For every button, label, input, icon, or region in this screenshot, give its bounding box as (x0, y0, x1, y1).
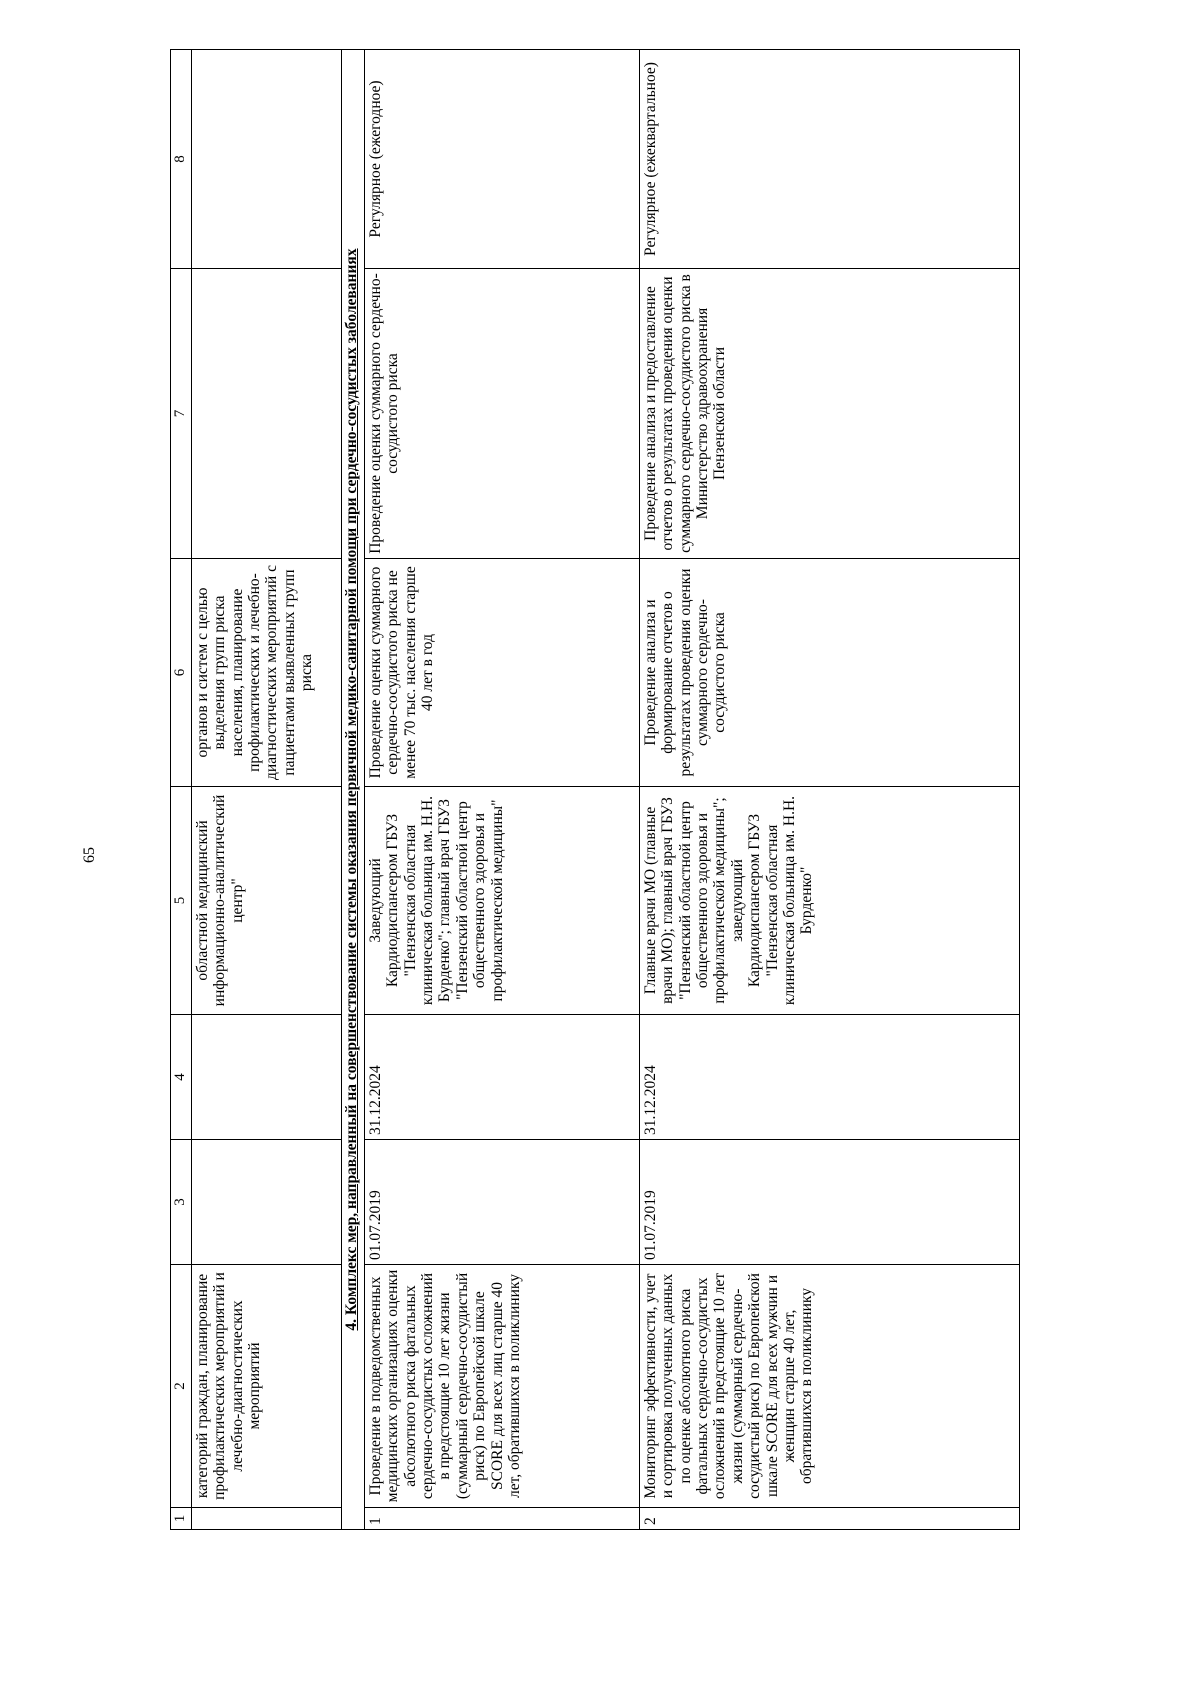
section-title-cell (342, 50, 365, 1530)
cell-control: Регулярное (ежегодное) (365, 50, 640, 269)
column-header: 3 (171, 1140, 192, 1265)
rotated-table-wrapper (170, 50, 1020, 1530)
column-header: 1 (171, 1508, 192, 1530)
column-header: 7 (171, 269, 192, 559)
cell-name: категорий граждан, планирование профилактических мероприятий и лечебно-диагностических мероприятий (192, 1265, 342, 1508)
cell-start: 01.07.2019 (640, 1140, 1020, 1265)
cell-start (192, 1140, 342, 1265)
cell-end (192, 1015, 342, 1140)
cell-characteristic: Проведение анализа и формирование отчетов о результатах проведения оценки суммарного сердечно-сосудистого риска (640, 559, 1020, 787)
column-header: 6 (171, 559, 192, 787)
cell-responsible: областной медицинский информационно-аналитический центр" (192, 787, 342, 1015)
cell-result (192, 269, 342, 559)
cell-characteristic: Проведение оценки суммарного сердечно-сосудистого риска не менее 70 тыс. населения старше 40 лет в год (365, 559, 640, 787)
cell-control: Регулярное (ежеквартальное) (640, 50, 1020, 269)
cell-result: Проведение оценки суммарного сердечно-сосудистого риска (365, 269, 640, 559)
cell-name: Проведение в подведомственных медицинских организациях оценки абсолютного риска фатальных сердечно-сосудистых осложнений в предстоящие 10 лет жизни (суммарный сердечно-сосудистый риск) по Европейской шкале SCORE для всех лиц старше 40 лет, обратившихся в поликлинику (365, 1265, 640, 1508)
cell-start: 01.07.2019 (365, 1140, 640, 1265)
cell-num: 1 (365, 1508, 640, 1530)
cell-responsible: Главные врачи МО (главные врачи МО); главный врач ГБУЗ "Пензенский областной центр общественного здоровья и профилактической медицины"; заведующий Кардиодиспансером ГБУЗ "Пензенская областная клиническая больница им. Н.Н. Бурденко" (640, 787, 1020, 1015)
table-row (640, 50, 1020, 1530)
column-header: 8 (171, 50, 192, 269)
cell-num (192, 1508, 342, 1530)
column-number-row (171, 50, 192, 1530)
cell-end: 31.12.2024 (640, 1015, 1020, 1140)
cell-name: Мониторинг эффективности, учет и сортировка полученных данных по оценке абсолютного риска фатальных сердечно-сосудистых осложнений в предстоящие 10 лет жизни (суммарный сердечно-сосудистый риск) по Европейской шкале SCORE для всех мужчин и женщин старше 40 лет, обратившихся в поликлинику (640, 1265, 1020, 1508)
column-header: 4 (171, 1015, 192, 1140)
table-row (365, 50, 640, 1530)
cell-control (192, 50, 342, 269)
cell-num: 2 (640, 1508, 1020, 1530)
section-row (342, 50, 365, 1530)
section-title: 4. Комплекс мер, направленный на совершенствование системы оказания первичной медико-санитарной помощи при сердечно-сосудистых заболеваниях (343, 248, 360, 1331)
measures-table (170, 49, 1020, 1530)
cell-result: Проведение анализа и предоставление отчетов о результатах проведения оценки суммарного сердечно-сосудистого риска в Министерство здравоохранения Пензенской области (640, 269, 1020, 559)
column-header: 2 (171, 1265, 192, 1508)
continuation-row (192, 50, 342, 1530)
page-number: 65 (81, 847, 98, 863)
cell-responsible: Заведующий Кардиодиспансером ГБУЗ "Пензенская областная клиническая больница им. Н.Н. Бурденко"; главный врач ГБУЗ "Пензенский областной центр общественного здоровья и профилактической медицины" (365, 787, 640, 1015)
cell-end: 31.12.2024 (365, 1015, 640, 1140)
cell-characteristic: органов и систем с целью выделения групп риска населения, планирование профилактических и лечебно-диагностических мероприятий с пациентами выявленных групп риска (192, 559, 342, 787)
column-header: 5 (171, 787, 192, 1015)
